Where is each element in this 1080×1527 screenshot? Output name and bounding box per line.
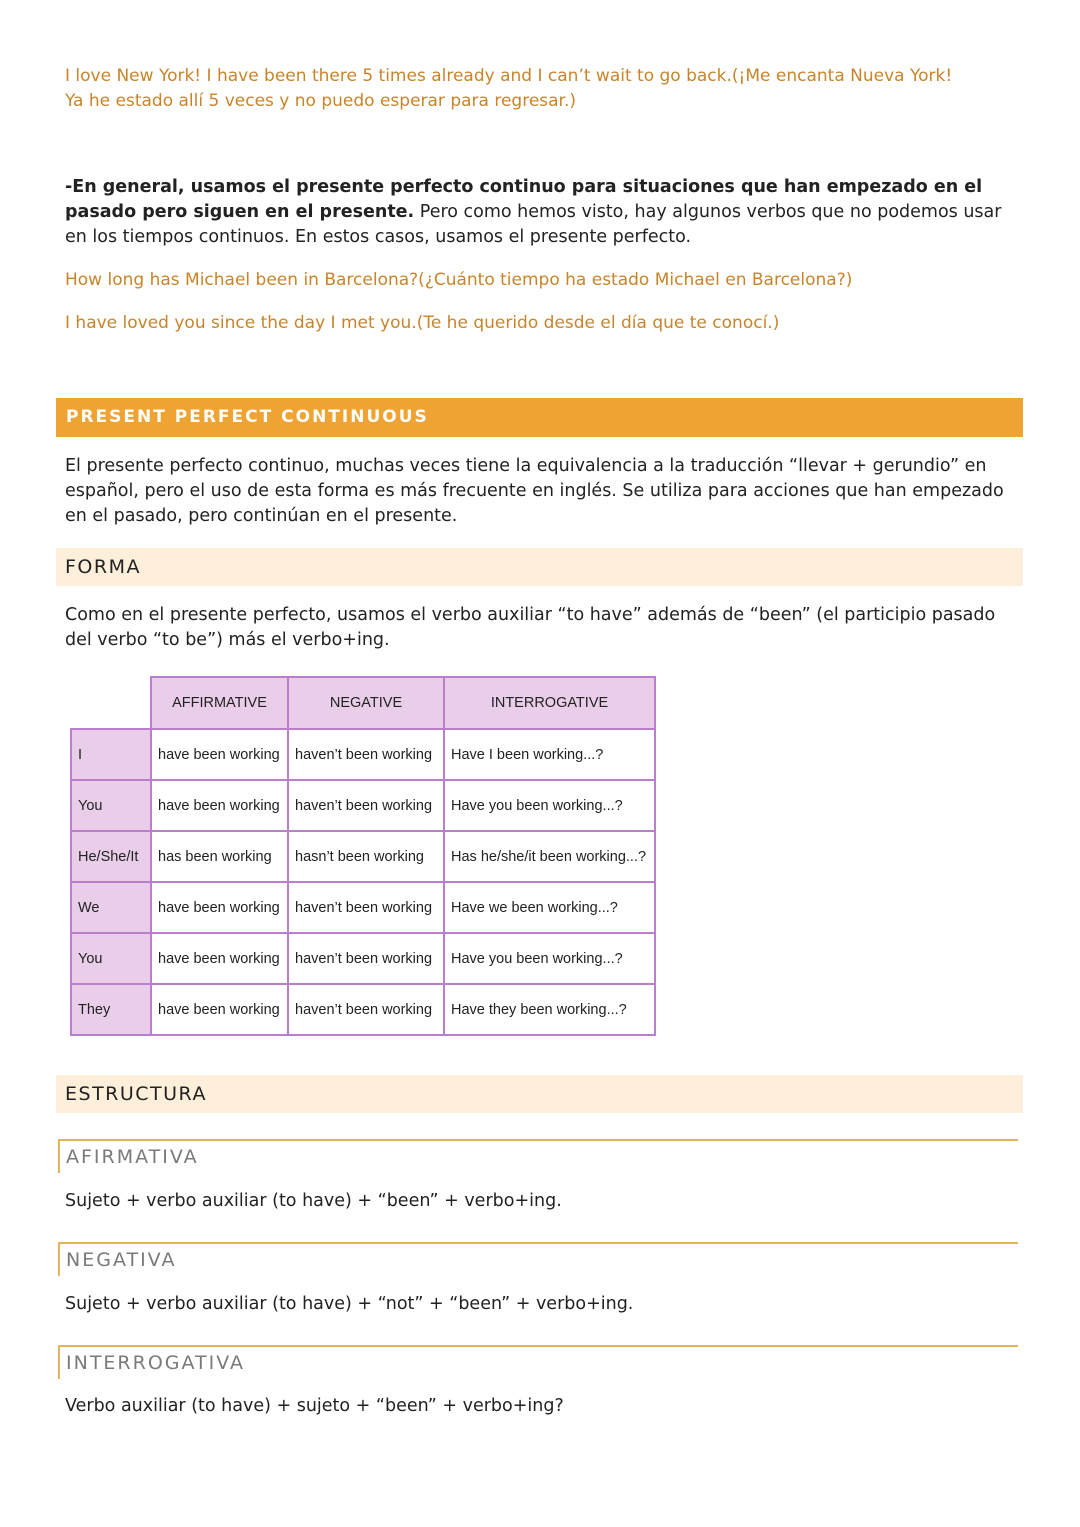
- general-note-rest: Pero como hemos visto, hay algunos verbos que no podemos usar en los tiempos continuos. En estos casos, usamos el presente perfecto.: [65, 202, 1002, 247]
- table-row: [71, 882, 655, 933]
- interrogative-cell: Have we been working...?: [444, 882, 655, 933]
- table-corner: [71, 677, 151, 729]
- negative-cell: haven’t been working: [288, 882, 444, 933]
- table-row: [71, 831, 655, 882]
- interrogative-cell: Have you been working...?: [444, 780, 655, 831]
- afirmativa-heading: AFIRMATIVA: [58, 1139, 1018, 1173]
- header-interrogative: INTERROGATIVE: [444, 677, 655, 729]
- afirmativa-formula: Sujeto + verbo auxiliar (to have) + “been” + verbo+ing.: [65, 1191, 562, 1211]
- interrogative-cell: Have you been working...?: [444, 933, 655, 984]
- table-row: [71, 933, 655, 984]
- negative-cell: hasn’t been working: [288, 831, 444, 882]
- header-negative: NEGATIVE: [288, 677, 444, 729]
- pronoun-cell: He/She/It: [71, 831, 151, 882]
- conjugation-table: [70, 676, 656, 1036]
- interrogativa-formula: Verbo auxiliar (to have) + sujeto + “been” + verbo+ing?: [65, 1396, 564, 1416]
- interrogative-cell: Have I been working...?: [444, 729, 655, 780]
- table-header-row: [71, 677, 655, 729]
- pronoun-cell: You: [71, 780, 151, 831]
- pronoun-cell: They: [71, 984, 151, 1035]
- affirmative-cell: has been working: [151, 831, 288, 882]
- example-michael: How long has Michael been in Barcelona?(¿Cuánto tiempo ha estado Michael en Barcelona?): [65, 270, 853, 290]
- affirmative-cell: have been working: [151, 780, 288, 831]
- affirmative-cell: have been working: [151, 933, 288, 984]
- forma-text: Como en el presente perfecto, usamos el verbo auxiliar “to have” además de “been” (el participio pasado del verbo “to be”) más el verbo+ing.: [65, 605, 996, 650]
- interrogative-cell: Has he/she/it been working...?: [444, 831, 655, 882]
- general-note-bold: -En general, usamos el presente perfecto continuo para situaciones que han empezado en el pasado pero siguen en el presente.: [65, 177, 983, 222]
- section-intro: El presente perfecto continuo, muchas veces tiene la equivalencia a la traducción “llevar + gerundio” en español, pero el uso de esta forma es más frecuente en inglés. Se utiliza para acciones que han empezado en el pasado, pero continúan en el presente.: [65, 456, 1004, 526]
- negativa-formula: Sujeto + verbo auxiliar (to have) + “not” + “been” + verbo+ing.: [65, 1294, 634, 1314]
- pronoun-cell: I: [71, 729, 151, 780]
- affirmative-cell: have been working: [151, 882, 288, 933]
- negative-cell: haven’t been working: [288, 780, 444, 831]
- forma-heading: FORMA: [56, 548, 1023, 586]
- negativa-heading: NEGATIVA: [58, 1242, 1018, 1276]
- general-note: [65, 175, 1025, 250]
- affirmative-cell: have been working: [151, 984, 288, 1035]
- interrogative-cell: Have they been working...?: [444, 984, 655, 1035]
- intro-example-line-1: I love New York! I have been there 5 times already and I can’t wait to go back.(¡Me encanta Nueva York!: [65, 66, 953, 86]
- affirmative-cell: have been working: [151, 729, 288, 780]
- interrogativa-heading: INTERROGATIVA: [58, 1345, 1018, 1379]
- intro-example-line-2: Ya he estado allí 5 veces y no puedo esperar para regresar.): [65, 91, 577, 111]
- pronoun-cell: You: [71, 933, 151, 984]
- table-row: [71, 780, 655, 831]
- negative-cell: haven’t been working: [288, 933, 444, 984]
- table-row: [71, 984, 655, 1035]
- intro-example: [65, 64, 1025, 114]
- table-row: [71, 729, 655, 780]
- negative-cell: haven’t been working: [288, 729, 444, 780]
- header-affirmative: AFFIRMATIVE: [151, 677, 288, 729]
- estructura-heading: ESTRUCTURA: [56, 1075, 1023, 1113]
- section-title-bar: PRESENT PERFECT CONTINUOUS: [56, 398, 1023, 437]
- example-loved: I have loved you since the day I met you.(Te he querido desde el día que te conocí.): [65, 313, 780, 333]
- negative-cell: haven’t been working: [288, 984, 444, 1035]
- pronoun-cell: We: [71, 882, 151, 933]
